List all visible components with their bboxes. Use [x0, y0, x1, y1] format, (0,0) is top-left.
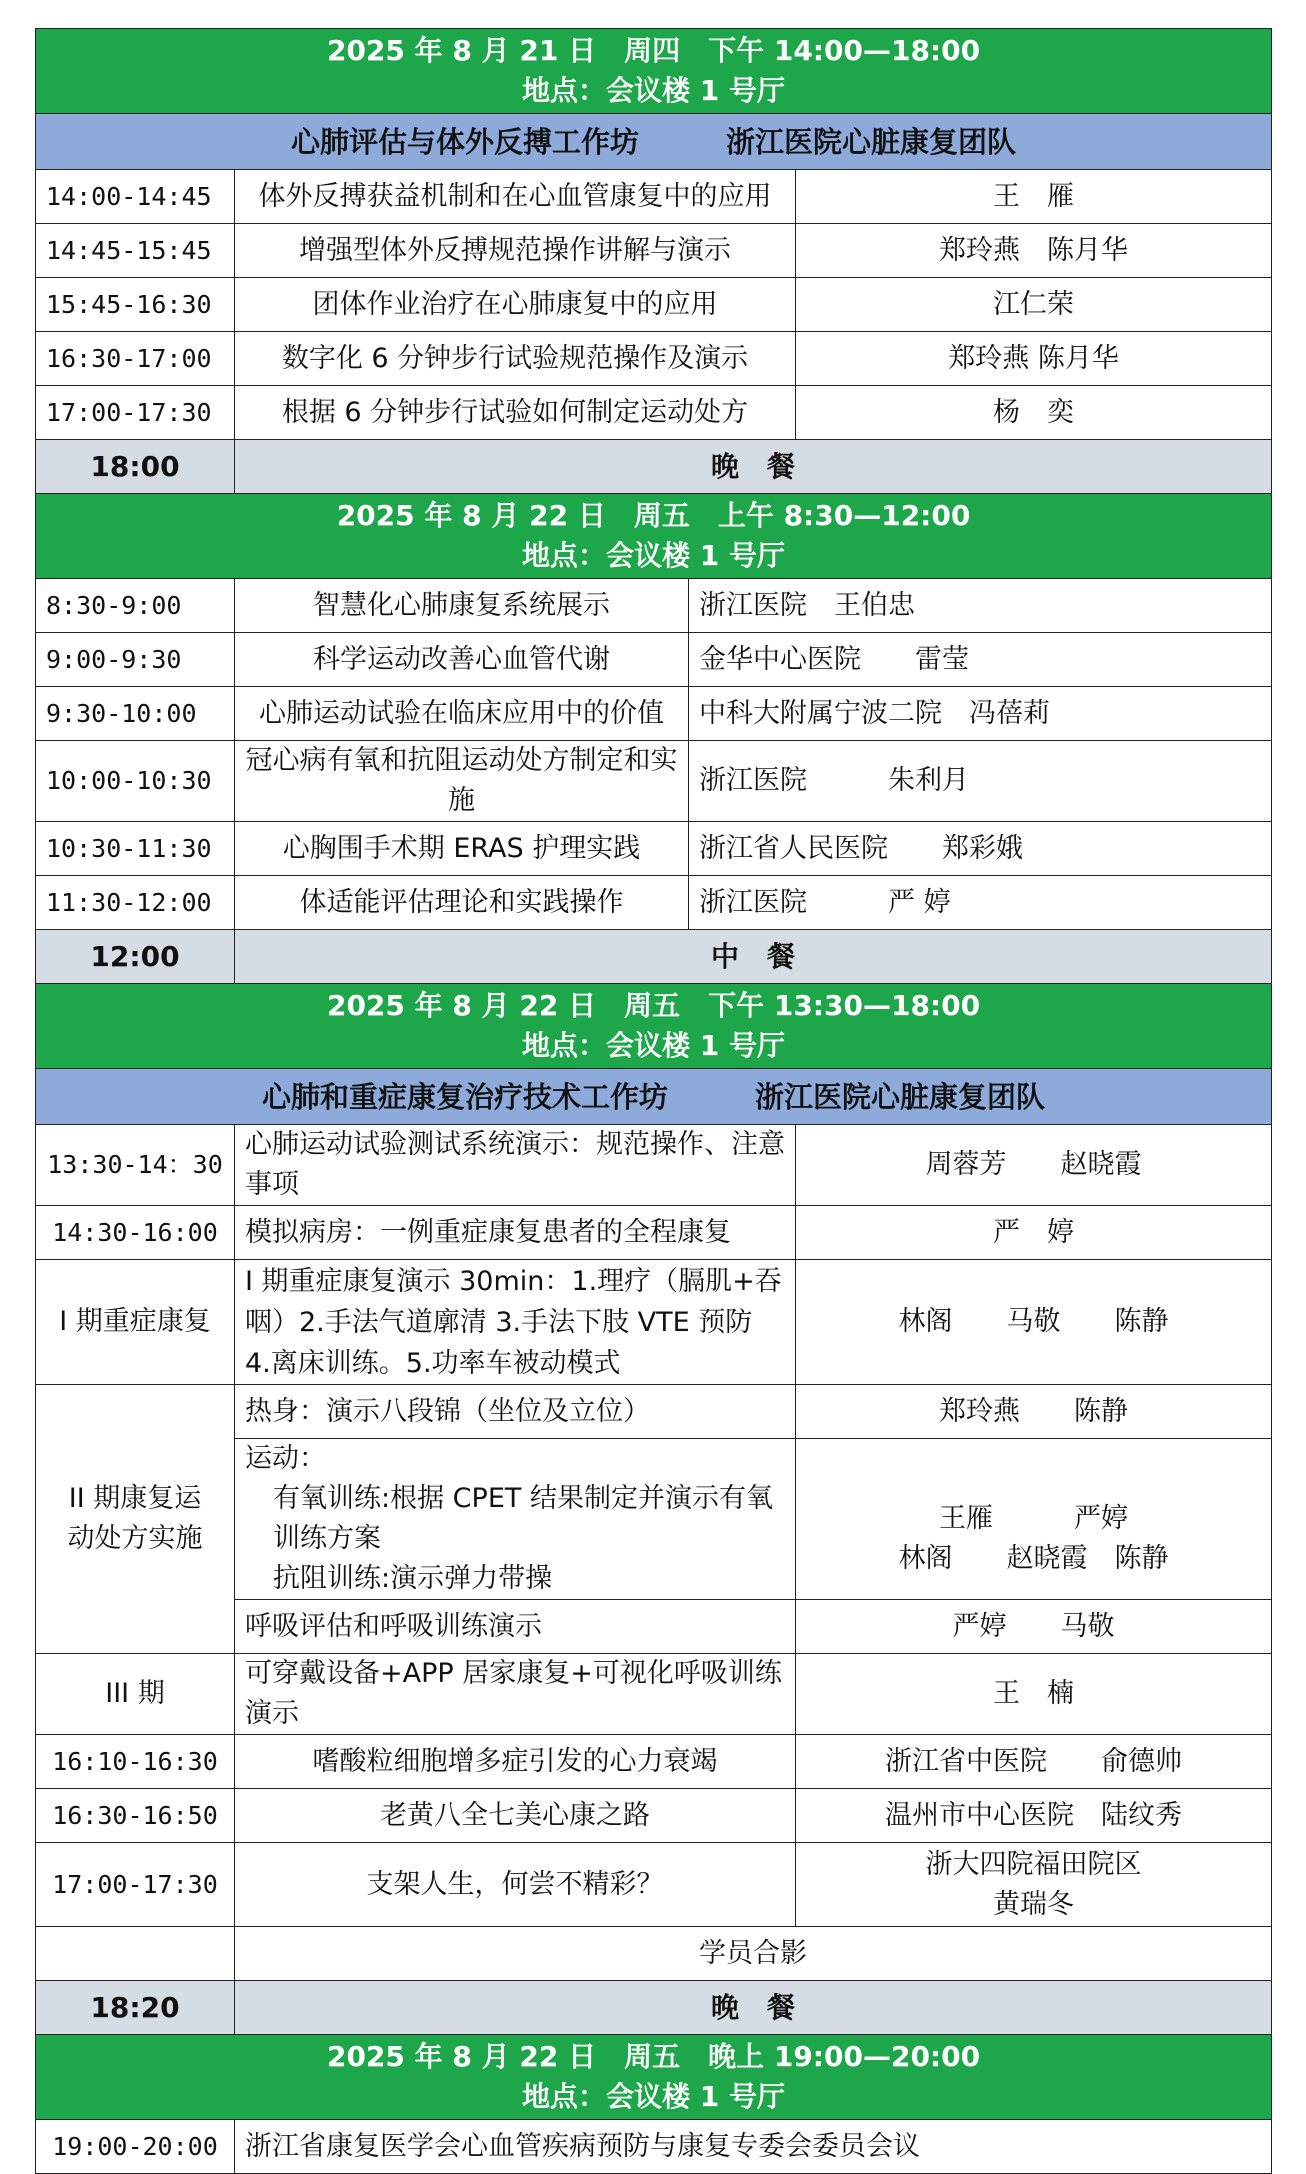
- table-row: [36, 1385, 1272, 1439]
- exercise-title: 运动：: [245, 1443, 326, 1474]
- meal-label: 中 餐: [235, 930, 1272, 984]
- speaker-cell: 浙江医院 朱利月: [689, 741, 1272, 822]
- speaker-cell: 王 雁: [796, 170, 1272, 224]
- speaker-cell: [796, 1843, 1272, 1927]
- schedule-sheet: [35, 28, 1271, 2174]
- section-date: 2025 年 8 月 22 日 周五 下午 13:30—18:00: [326, 989, 981, 1022]
- time-cell: 10:00-10:30: [36, 741, 235, 822]
- section-place: 地点：会议楼 1 号厅: [522, 539, 786, 572]
- schedule-table: [35, 28, 1272, 2174]
- meal-label: 晚 餐: [235, 1981, 1272, 2035]
- time-cell: 9:00-9:30: [36, 633, 235, 687]
- workshop-title: 心肺和重症康复治疗技术工作坊 浙江医院心脏康复团队: [36, 1069, 1272, 1125]
- topic-cell: 心胸围手术期 ERAS 护理实践: [235, 822, 689, 876]
- meal-row: [36, 1981, 1272, 2035]
- time-cell: 11:30-12:00: [36, 876, 235, 930]
- speaker-cell: 浙江医院 王伯忠: [689, 579, 1272, 633]
- table-row: [36, 633, 1272, 687]
- time-cell: 15:45-16:30: [36, 278, 235, 332]
- topic-cell: 智慧化心肺康复系统展示: [235, 579, 689, 633]
- table-row: [36, 1206, 1272, 1260]
- meal-row: [36, 440, 1272, 494]
- topic-cell: 可穿戴设备+APP 居家康复+可视化呼吸训练演示: [235, 1654, 796, 1735]
- speaker-cell: 金华中心医院 雷莹: [689, 633, 1272, 687]
- table-row: [36, 278, 1272, 332]
- section-place: 地点：会议楼 1 号厅: [522, 74, 786, 107]
- topic-cell: 浙江省康复医学会心血管疾病预防与康复专委会委员会议: [235, 2120, 1272, 2174]
- topic-cell: 团体作业治疗在心肺康复中的应用: [235, 278, 796, 332]
- topic-cell: 增强型体外反搏规范操作讲解与演示: [235, 224, 796, 278]
- time-cell: 16:30-16:50: [36, 1789, 235, 1843]
- topic-cell: 支架人生，何尝不精彩？: [235, 1843, 796, 1927]
- time-cell: 17:00-17:30: [36, 386, 235, 440]
- speaker-line: 林阁 赵晓霞 陈静: [898, 1543, 1169, 1574]
- table-row: [36, 1789, 1272, 1843]
- topic-cell: 心肺运动试验测试系统演示：规范操作、注意事项: [235, 1125, 796, 1206]
- speaker-cell: 浙江省中医院 俞德帅: [796, 1735, 1272, 1789]
- meal-time: 18:20: [36, 1981, 235, 2035]
- table-row: [36, 2120, 1272, 2174]
- topic-cell: 根据 6 分钟步行试验如何制定运动处方: [235, 386, 796, 440]
- topic-cell: 老黄八全七美心康之路: [235, 1789, 796, 1843]
- table-row: [36, 579, 1272, 633]
- topic-cell: I 期重症康复演示 30min：1.理疗（膈肌+吞咽）2.手法气道廓清 3.手法下肢 VTE 预防 4.离床训练。5.功率车被动模式: [235, 1260, 796, 1385]
- table-row: [36, 822, 1272, 876]
- table-row: [36, 687, 1272, 741]
- section-date: 2025 年 8 月 22 日 周五 上午 8:30—12:00: [336, 499, 971, 532]
- table-row: [36, 1735, 1272, 1789]
- time-cell: III 期: [36, 1654, 235, 1735]
- section-date: 2025 年 8 月 21 日 周四 下午 14:00—18:00: [326, 34, 981, 67]
- speaker-cell: 中科大附属宁波二院 冯蓓莉: [689, 687, 1272, 741]
- table-row: [36, 1125, 1272, 1206]
- topic-cell: [235, 1439, 796, 1600]
- table-row: [36, 1654, 1272, 1735]
- time-cell: I 期重症康复: [36, 1260, 235, 1385]
- topic-cell: 冠心病有氧和抗阻运动处方制定和实施: [235, 741, 689, 822]
- table-row: [36, 332, 1272, 386]
- table-row: [36, 386, 1272, 440]
- speaker-cell: 浙江省人民医院 郑彩娥: [689, 822, 1272, 876]
- time-cell: 8:30-9:00: [36, 579, 235, 633]
- topic-cell: 热身：演示八段锦（坐位及立位）: [235, 1385, 796, 1439]
- time-cell: 14:00-14:45: [36, 170, 235, 224]
- time-cell: 19:00-20:00: [36, 2120, 235, 2174]
- speaker-cell: [796, 1439, 1272, 1600]
- section-header: [36, 2035, 1272, 2120]
- time-cell: 16:30-17:00: [36, 332, 235, 386]
- meal-row: [36, 930, 1272, 984]
- topic-cell: 嗜酸粒细胞增多症引发的心力衰竭: [235, 1735, 796, 1789]
- time-cell: 10:30-11:30: [36, 822, 235, 876]
- time-cell: 14:45-15:45: [36, 224, 235, 278]
- topic-cell: 体外反搏获益机制和在心血管康复中的应用: [235, 170, 796, 224]
- meal-time: 18:00: [36, 440, 235, 494]
- section-date: 2025 年 8 月 22 日 周五 晚上 19:00—20:00: [326, 2040, 981, 2073]
- speaker-cell: 郑玲燕 陈静: [796, 1385, 1272, 1439]
- topic-cell: 数字化 6 分钟步行试验规范操作及演示: [235, 332, 796, 386]
- time-cell: 17:00-17:30: [36, 1843, 235, 1927]
- table-row: [36, 876, 1272, 930]
- speaker-cell: 周蓉芳 赵晓霞: [796, 1125, 1272, 1206]
- speaker-cell: 浙江医院 严 婷: [689, 876, 1272, 930]
- speaker-cell: 温州市中心医院 陆纹秀: [796, 1789, 1272, 1843]
- speaker-cell: 严婷 马敬: [796, 1600, 1272, 1654]
- meal-time: 12:00: [36, 930, 235, 984]
- photo-cell: 学员合影: [235, 1927, 1272, 1981]
- section-place: 地点：会议楼 1 号厅: [522, 2080, 786, 2113]
- speaker-cell: 郑玲燕 陈月华: [796, 224, 1272, 278]
- workshop-row: [36, 114, 1272, 170]
- topic-cell: 科学运动改善心血管代谢: [235, 633, 689, 687]
- speaker-cell: 杨 奕: [796, 386, 1272, 440]
- time-cell: 14:30-16:00: [36, 1206, 235, 1260]
- section-header: [36, 494, 1272, 579]
- section-place: 地点：会议楼 1 号厅: [522, 1029, 786, 1062]
- table-row: [36, 1927, 1272, 1981]
- section-header: [36, 29, 1272, 114]
- topic-cell: 体适能评估理论和实践操作: [235, 876, 689, 930]
- table-row: [36, 224, 1272, 278]
- speaker-cell: 江仁荣: [796, 278, 1272, 332]
- empty-cell: [36, 1927, 235, 1981]
- time-cell: II 期康复运动处方实施: [36, 1385, 235, 1654]
- time-cell: 9:30-10:00: [36, 687, 235, 741]
- section-header: [36, 984, 1272, 1069]
- table-row: [36, 741, 1272, 822]
- speaker-line: 浙大四院福田院区: [925, 1848, 1142, 1880]
- speaker-cell: 严 婷: [796, 1206, 1272, 1260]
- exercise-line: 有氧训练:根据 CPET 结果制定并演示有氧训练方案: [273, 1483, 773, 1554]
- exercise-line: 抗阻训练:演示弹力带操: [273, 1563, 553, 1594]
- workshop-row: [36, 1069, 1272, 1125]
- speaker-cell: 林阁 马敬 陈静: [796, 1260, 1272, 1385]
- table-row: [36, 170, 1272, 224]
- speaker-cell: 郑玲燕 陈月华: [796, 332, 1272, 386]
- workshop-title: 心肺评估与体外反搏工作坊 浙江医院心脏康复团队: [36, 114, 1272, 170]
- time-cell: 13:30-14：30: [36, 1125, 235, 1206]
- speaker-line: 黄瑞冬: [993, 1888, 1075, 1920]
- topic-cell: 心肺运动试验在临床应用中的价值: [235, 687, 689, 741]
- topic-cell: 呼吸评估和呼吸训练演示: [235, 1600, 796, 1654]
- speaker-line: 王雁 严婷: [939, 1503, 1129, 1534]
- table-row: [36, 1843, 1272, 1927]
- topic-cell: 模拟病房：一例重症康复患者的全程康复: [235, 1206, 796, 1260]
- speaker-cell: 王 楠: [796, 1654, 1272, 1735]
- table-row: [36, 1260, 1272, 1385]
- meal-label: 晚 餐: [235, 440, 1272, 494]
- time-cell: 16:10-16:30: [36, 1735, 235, 1789]
